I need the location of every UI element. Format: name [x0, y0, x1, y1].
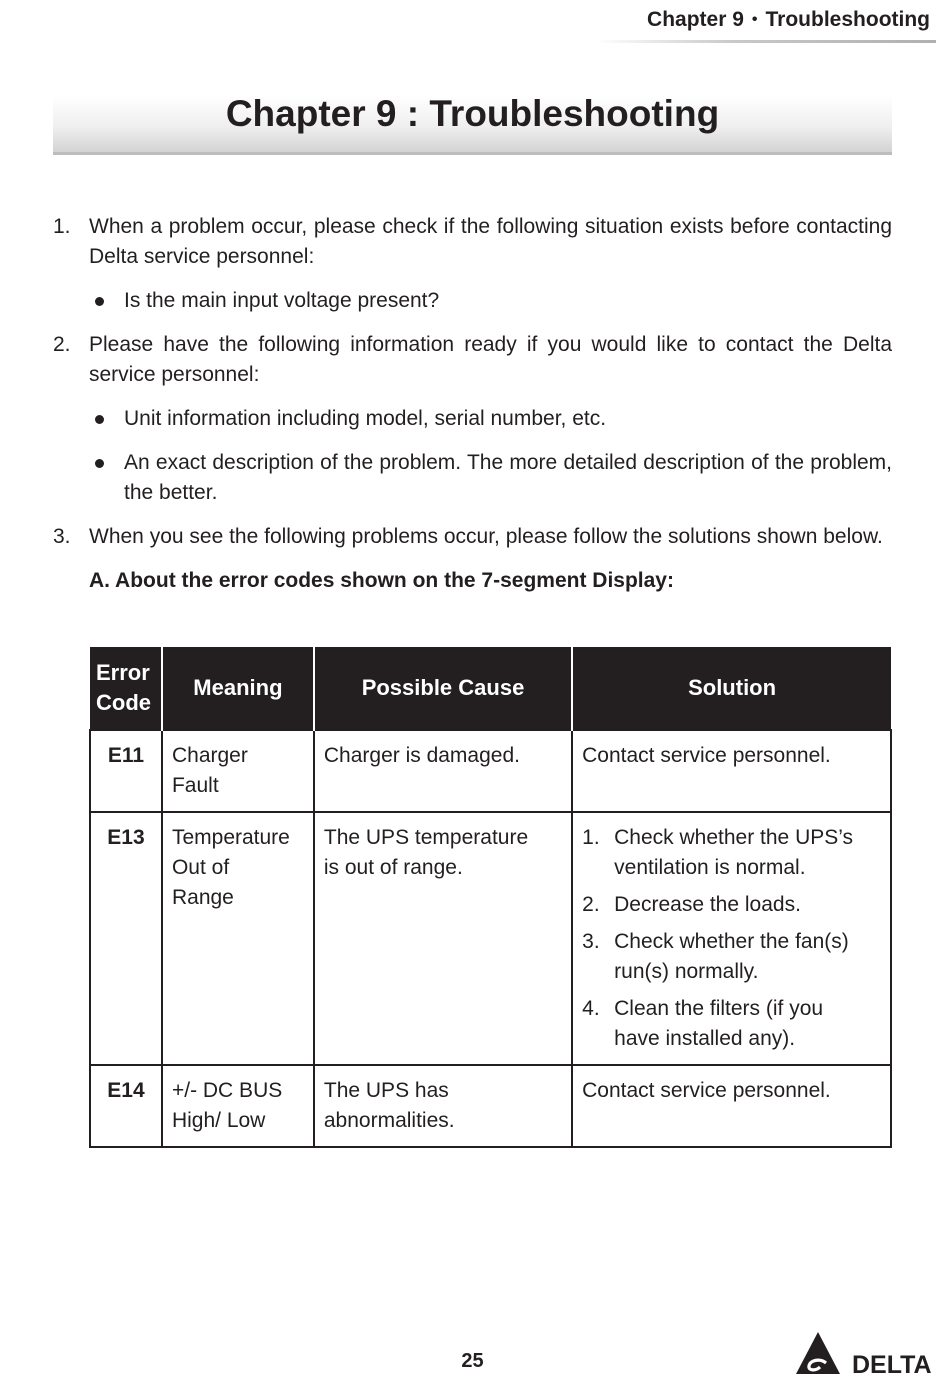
delta-logo-text: DELTA: [852, 1351, 932, 1379]
header-error-code: [90, 647, 162, 730]
solution-step-line: Check whether the fan(s): [614, 930, 849, 953]
table-header-row: [90, 647, 891, 730]
running-header: [647, 8, 930, 32]
solution-step: [582, 927, 880, 987]
header-possible-cause: Possible Cause: [314, 647, 572, 730]
solution-cell: Contact service personnel.: [572, 730, 891, 812]
list-item-number: 1.: [53, 215, 71, 238]
error-code-cell: E14: [90, 1065, 162, 1147]
bullet-text: Unit information including model, serial number, etc.: [124, 407, 607, 430]
solution-step-line: ventilation is normal.: [614, 856, 806, 879]
cause-cell: [314, 812, 572, 1065]
cause-cell: Charger is damaged.: [314, 730, 572, 812]
bullet-icon: [95, 297, 104, 306]
meaning-line: Out of: [171, 856, 230, 879]
meaning-line: Temperature: [171, 826, 290, 849]
error-code-table: [89, 647, 892, 1148]
bullet-text: Is the main input voltage present?: [124, 289, 440, 312]
solution-step-number: 2.: [582, 893, 600, 916]
bullet-text: An exact description of the problem. The more detailed description of the problem, the better.: [124, 451, 892, 504]
table-row: [90, 812, 891, 1065]
section-subheading: A. About the error codes shown on the 7-segment Display:: [89, 569, 674, 592]
list-item-number: 2.: [53, 333, 71, 356]
solution-cell: [572, 812, 891, 1065]
header-error-code-line1: Error: [96, 660, 150, 685]
solution-cell: Contact service personnel.: [572, 1065, 891, 1147]
list-item-number: 3.: [53, 525, 71, 548]
meaning-line: Charger: [171, 744, 248, 767]
solution-step: [582, 994, 880, 1054]
bullet-item: [53, 404, 892, 434]
solution-step-line: Decrease the loads.: [614, 893, 801, 916]
table-row: [90, 1065, 891, 1147]
solution-step-line: Check whether the UPS’s: [614, 826, 854, 849]
header-error-code-line2: Code: [96, 690, 151, 715]
bullet-icon: [95, 415, 104, 424]
list-item-3: [53, 522, 892, 552]
cause-cell: [314, 1065, 572, 1147]
meaning-line: +/- DC BUS: [171, 1079, 283, 1102]
solution-step-line: have installed any).: [614, 1027, 796, 1050]
bullet-item: [53, 448, 892, 508]
page-number: 25: [461, 1350, 484, 1372]
solution-step: [582, 890, 880, 920]
meaning-cell: [162, 1065, 314, 1147]
meaning-line: High/ Low: [171, 1109, 266, 1132]
solution-step-number: 4.: [582, 997, 600, 1020]
bullet-icon: [95, 459, 104, 468]
error-code-cell: E11: [90, 730, 162, 812]
meaning-line: Fault: [171, 774, 219, 797]
meaning-line: Range: [171, 886, 234, 909]
list-item-1: [53, 212, 892, 272]
header-meaning: Meaning: [162, 647, 314, 730]
header-rule: [596, 40, 936, 43]
table-row: [90, 730, 891, 812]
solution-step: [582, 823, 880, 883]
solution-list: [582, 823, 880, 1054]
content: [53, 212, 892, 596]
solution-step-number: 1.: [582, 826, 600, 849]
solution-step-number: 3.: [582, 930, 600, 953]
solution-step-line: Clean the filters (if you: [614, 997, 824, 1020]
cause-line: abnormalities.: [323, 1109, 455, 1132]
chapter-title: Chapter 9 : Troubleshooting: [225, 93, 720, 134]
cause-line: The UPS temperature: [323, 826, 529, 849]
running-header-separator: •: [751, 11, 758, 28]
meaning-cell: [162, 812, 314, 1065]
meaning-cell: [162, 730, 314, 812]
chapter-title-band: [53, 93, 892, 155]
running-header-section: Troubleshooting: [765, 8, 930, 31]
list-item-text: When you see the following problems occur, please follow the solutions shown below.: [89, 525, 883, 548]
error-code-cell: E13: [90, 812, 162, 1065]
cause-line: The UPS has: [323, 1079, 449, 1102]
running-header-chapter: Chapter 9: [647, 8, 744, 31]
solution-step-line: run(s) normally.: [614, 960, 759, 983]
cause-line: is out of range.: [323, 856, 463, 879]
list-item-2: [53, 330, 892, 390]
list-item-text: When a problem occur, please check if the following situation exists before contacting Delta service personnel:: [89, 215, 892, 268]
header-solution: Solution: [572, 647, 891, 730]
list-item-text: Please have the following information ready if you would like to contact the Delta service personnel:: [89, 333, 892, 386]
bullet-item: [53, 286, 892, 316]
